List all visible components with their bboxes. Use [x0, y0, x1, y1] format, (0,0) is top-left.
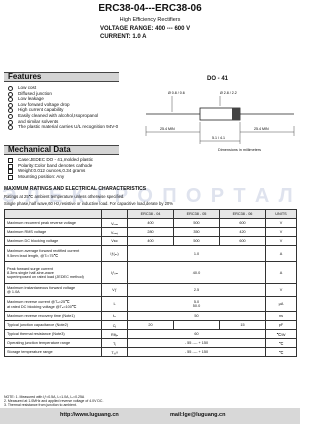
column-header: UNITS — [266, 210, 297, 219]
list-item: High current capability — [8, 107, 118, 113]
note-line: 3. Thermal resistance from junction to ambient. — [4, 403, 77, 407]
table-row: Maximum average forward rectified current 9.5mm lead length, @Tₗ=75℃ Iƒ(ₐᵥ) 1.0 A — [5, 246, 297, 262]
mechanical-heading: Mechanical Data — [8, 145, 71, 154]
list-item: Diffused junction — [8, 91, 118, 97]
table-row: Maximum RMS voltage Vᵣₘₛ 280 350 420 V — [5, 228, 297, 237]
list-item: Low cost — [8, 85, 118, 91]
email-link[interactable]: mail:lge@luguang.cn — [170, 412, 226, 418]
column-header: ERC38 - 05 — [174, 210, 220, 219]
dim-lead-len-right: 25.4 MIN — [254, 127, 269, 131]
list-item: Easily cleaned with alcohol,Isopropanol — [8, 113, 118, 119]
dim-lead-len-left: 25.4 MIN — [160, 127, 175, 131]
do41-outline-diagram — [142, 84, 298, 148]
website-link[interactable]: http://www.luguang.cn — [60, 412, 119, 418]
voltage-range: VOLTAGE RANGE: 400 --- 600 V — [100, 26, 191, 32]
table-header-row — [5, 210, 297, 219]
list-item: Case:JEDEC DO - 41,molded plastic — [8, 157, 93, 163]
footer-bar — [0, 408, 300, 424]
note-line: NOTE: 1. Measured with Iƒ=0.5A, Iᵣ=1.0A, Iᵣᵣ=0.25A — [4, 395, 85, 399]
features-list — [8, 85, 118, 130]
specifications-table — [4, 209, 297, 357]
package-name: DO - 41 — [207, 76, 229, 82]
features-heading: Features — [8, 72, 42, 81]
cathode-band — [232, 108, 240, 120]
page-subtitle: High Efficiency Rectifiers — [119, 17, 181, 23]
dim-lead-dia: Ø 0.8 / 0.6 — [168, 91, 185, 95]
ratings-note-2: Single phase,half wave,60 Hz,resistive or inductive load. For capacitive load,derate by 20% — [4, 201, 173, 206]
table-row: Maximum reverse recovery time (Note1) tᵣᵣ 50 ns — [5, 312, 297, 321]
list-item: Low forward voltage drop — [8, 102, 118, 108]
table-row: Storage temperature range Tₛₜᵍ - 55 ---- + 150 ℃ — [5, 348, 297, 357]
list-item: Weight:0.012 ounces,0.34 grams — [8, 168, 93, 174]
list-item: and similar solvents — [8, 119, 118, 125]
column-header: ERC38 - 04 — [128, 210, 174, 219]
list-item: Mounting position: Any — [8, 174, 93, 180]
table-row: Typical thermal resistance (Note3) Rθⱼₐ 60 ℃/W — [5, 330, 297, 339]
note-line: 2. Measured at 1.0MHz and applied reverse voltage of 4.0V DC. — [4, 399, 104, 403]
table-row: Peak forward surge current 8.3ms single half-sine-wave superimposed on rated load (JEDEC method) Iƒₛₘ 40.0 A — [5, 262, 297, 284]
watermark: Э Л Е К Т Р О П О Р Т А Л — [2, 184, 298, 207]
dim-body-len: 5.1 / 4.1 — [212, 136, 225, 140]
table-row: Maximum recurrent peak reverse voltage Vᵣᵣₘ 400 500 600 V — [5, 219, 297, 228]
column-header: ERC38 - 06 — [220, 210, 266, 219]
ratings-note-1: Ratings at 25℃ ambient temperature unless otherwise specified. — [4, 194, 125, 199]
table-row: Maximum instantaneous forward voltage @ 1.0A Vƒ 2.5 V — [5, 284, 297, 297]
notes — [4, 395, 103, 407]
table-row: Operating junction temperature range Tⱼ - 55 ---- + 150 ℃ — [5, 339, 297, 348]
table-row: Maximum reverse current @Tₐ=25℃ at rated DC blocking voltage @Tₐ=100℃ Iᵣ 5.0 50.0 μA — [5, 297, 297, 312]
ratings-heading: MAXIMUM RATINGS AND ELECTRICAL CHARACTERISTICS — [4, 186, 147, 192]
mechanical-list — [8, 157, 93, 179]
dimension-note: Dimensions in millimeters — [218, 148, 262, 152]
list-item: The plastic material carries U/L recognition 94V-0 — [8, 124, 118, 130]
list-item: Low leakage — [8, 96, 118, 102]
current-rating: CURRENT: 1.0 A — [100, 34, 147, 40]
table-row: Maximum DC blocking voltage Vᴅᴄ 400 500 600 V — [5, 237, 297, 246]
dim-body-dia: Ø 2.8 / 2.2 — [220, 91, 237, 95]
list-item: Polarity:Color band denotes cathode — [8, 163, 93, 169]
table-row: Typical junction capacitance (Note2) Cⱼ 20 15 pF — [5, 321, 297, 330]
page-title: ERC38-04---ERC38-06 — [98, 3, 202, 14]
